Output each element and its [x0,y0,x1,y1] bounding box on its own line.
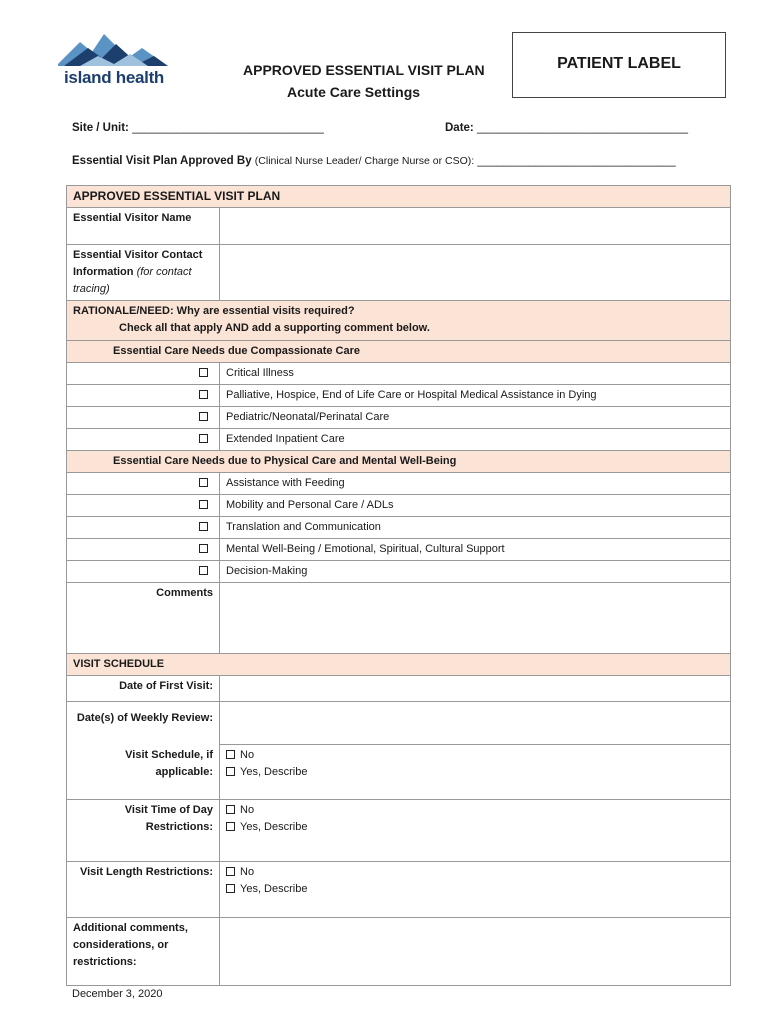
checkbox-time-yes[interactable] [226,822,235,831]
island-health-logo [58,30,168,92]
footer-date: December 3, 2020 [72,988,163,1000]
weekly-review-input[interactable] [220,702,731,745]
site-unit-blank: ______________________________ [132,122,324,134]
contact-info-label [67,245,220,301]
logo-text: island health [64,68,165,87]
schedule-section-header: VISIT SCHEDULE [67,654,731,676]
approved-by-label: Essential Visit Plan Approved By [72,155,252,167]
checkbox-schedule-yes[interactable] [226,767,235,776]
weekly-review-label: Date(s) of Weekly Review: [67,702,220,745]
option-decision-making: Decision-Making [220,561,731,583]
rationale-line-2: Check all that apply AND add a supporting comment below. [119,322,430,334]
contact-info-note: (for contact tracing) [73,266,192,295]
checkbox-critical-illness[interactable] [199,368,208,377]
option-mobility: Mobility and Personal Care / ADLs [220,495,731,517]
site-unit-field[interactable] [72,122,324,134]
time-restrictions-options [220,800,731,862]
approved-by-note: (Clinical Nurse Leader/ Charge Nurse or CSO): [254,155,475,167]
checkbox-decision-making[interactable] [199,566,208,575]
comments-input[interactable] [220,583,731,654]
option-mental-wellbeing: Mental Well-Being / Emotional, Spiritual, Cultural Support [220,539,731,561]
contact-info-label-text: Essential Visitor Contact Information [73,249,203,278]
visit-schedule-label: Visit Schedule, if applicable: [67,745,220,800]
patient-label-box [512,32,726,98]
time-no-label: No [240,804,255,816]
patient-label-text: PATIENT LABEL [557,55,681,72]
visitor-name-input[interactable] [220,208,731,245]
option-critical-illness: Critical Illness [220,363,731,385]
site-unit-label: Site / Unit: [72,122,129,134]
length-yes-label: Yes, Describe [240,883,308,895]
first-visit-label: Date of First Visit: [67,676,220,702]
checkbox-length-no[interactable] [226,867,235,876]
mountain-logo-icon [58,30,168,70]
option-feeding: Assistance with Feeding [220,473,731,495]
plan-section-header: APPROVED ESSENTIAL VISIT PLAN [67,186,731,208]
checkbox-feeding[interactable] [199,478,208,487]
rationale-header [67,301,731,341]
checkbox-translation[interactable] [199,522,208,531]
physical-care-header: Essential Care Needs due to Physical Care and Mental Well-Being [67,451,731,473]
checkbox-mobility[interactable] [199,500,208,509]
checkbox-length-yes[interactable] [226,884,235,893]
option-pediatric: Pediatric/Neonatal/Perinatal Care [220,407,731,429]
checkbox-extended-inpatient[interactable] [199,434,208,443]
date-field[interactable] [445,122,688,134]
checkbox-mental-wellbeing[interactable] [199,544,208,553]
comments-label: Comments [67,583,220,654]
option-extended-inpatient: Extended Inpatient Care [220,429,731,451]
approved-by-blank: _______________________________ [477,155,676,167]
checkbox-palliative[interactable] [199,390,208,399]
length-restrictions-options [220,862,731,918]
schedule-yes-label: Yes, Describe [240,766,308,778]
date-blank: _________________________________ [476,122,689,134]
date-label: Date: [445,122,474,134]
option-palliative: Palliative, Hospice, End of Life Care or Hospital Medical Assistance in Dying [220,385,731,407]
visitor-name-label: Essential Visitor Name [67,208,220,245]
option-translation: Translation and Communication [220,517,731,539]
time-yes-label: Yes, Describe [240,821,308,833]
additional-comments-input[interactable] [220,918,731,986]
page-subtitle: Acute Care Settings [287,84,421,100]
first-visit-input[interactable] [220,676,731,702]
visit-plan-table [66,185,731,986]
visit-schedule-options [220,745,731,800]
rationale-line-1: RATIONALE/NEED: Why are essential visits required? [73,305,355,317]
page-title: APPROVED ESSENTIAL VISIT PLAN [243,62,485,78]
contact-info-input[interactable] [220,245,731,301]
checkbox-time-no[interactable] [226,805,235,814]
checkbox-pediatric[interactable] [199,412,208,421]
length-restrictions-label: Visit Length Restrictions: [67,862,220,918]
length-no-label: No [240,866,255,878]
compassionate-header: Essential Care Needs due Compassionate Care [67,341,731,363]
checkbox-schedule-no[interactable] [226,750,235,759]
time-restrictions-label: Visit Time of Day Restrictions: [67,800,220,862]
schedule-no-label: No [240,749,255,761]
approved-by-field[interactable] [72,155,676,167]
additional-comments-label: Additional comments, considerations, or restrictions: [67,918,220,986]
